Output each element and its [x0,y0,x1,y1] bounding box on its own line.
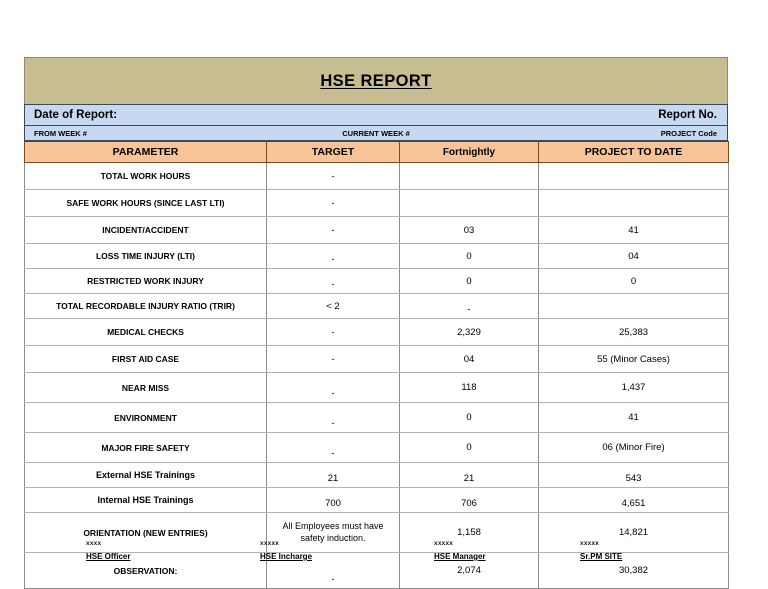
table-row [25,244,729,269]
signature-hse-manager [434,540,486,561]
signature-role-label: HSE Incharge [260,552,313,561]
signature-sr-pm-site [580,540,622,561]
signature-role-label: HSE Officer [86,552,131,561]
cell-project-to-date [539,163,729,190]
cell-fortnightly: 0 [400,433,539,463]
table-row [25,319,729,346]
cell-target: - [267,346,400,373]
table-row [25,346,729,373]
current-week-label: CURRENT WEEK # [342,128,410,138]
signature-role-label: HSE Manager [434,552,486,561]
cell-parameter: TOTAL RECORDABLE INJURY RATIO (TRIR) [25,294,267,319]
project-code-label: PROJECT Code [660,128,717,138]
cell-parameter: External HSE Trainings [25,463,267,488]
cell-project-to-date: 41 [539,403,729,433]
cell-project-to-date: 25,383 [539,319,729,346]
cell-project-to-date [539,294,729,319]
cell-project-to-date: 1,437 [539,373,729,403]
cell-target: - [267,244,400,269]
cell-parameter: OBSERVATION: [25,553,267,589]
table-row [25,269,729,294]
table-row [25,463,729,488]
cell-parameter: RESTRICTED WORK INJURY [25,269,267,294]
cell-parameter: MEDICAL CHECKS [25,319,267,346]
cell-project-to-date: 30,382 [539,553,729,589]
cell-parameter: NEAR MISS [25,373,267,403]
from-week-label: FROM WEEK # [34,128,87,138]
meta-row-date [24,104,728,125]
meta-row-week [24,125,728,141]
table-header-row [25,142,729,163]
cell-fortnightly: 0 [400,244,539,269]
cell-target: - [267,373,400,403]
column-header-target: TARGET [267,142,400,163]
table-row [25,488,729,513]
cell-fortnightly: 03 [400,217,539,244]
cell-fortnightly: 04 [400,346,539,373]
report-no-label: Report No. [658,109,717,121]
signature-placeholder: xxxxx [580,540,600,547]
cell-project-to-date: 4,651 [539,488,729,513]
cell-target: 21 [267,463,400,488]
cell-target: - [267,163,400,190]
cell-fortnightly: 0 [400,403,539,433]
cell-fortnightly: 21 [400,463,539,488]
cell-fortnightly: 0 [400,269,539,294]
cell-fortnightly: 118 [400,373,539,403]
cell-parameter: LOSS TIME INJURY (LTI) [25,244,267,269]
cell-target: - [267,553,400,589]
column-header-project-to-date: PROJECT TO DATE [539,142,729,163]
table-row [25,163,729,190]
cell-target: All Employees must have safety induction. [267,513,400,553]
table-row [25,190,729,217]
cell-fortnightly [400,163,539,190]
cell-target: - [267,269,400,294]
cell-parameter: Internal HSE Trainings [25,488,267,513]
table-row [25,433,729,463]
signature-block [24,540,728,576]
cell-project-to-date: 543 [539,463,729,488]
hse-metrics-table [24,141,729,589]
report-title-band [24,57,728,104]
cell-fortnightly: 2,329 [400,319,539,346]
page-title: HSE REPORT [320,71,432,90]
cell-fortnightly: 1,158 [400,513,539,553]
table-row [25,373,729,403]
cell-fortnightly: - [400,294,539,319]
table-row [25,403,729,433]
cell-target: - [267,217,400,244]
cell-parameter: ENVIRONMENT [25,403,267,433]
cell-parameter: ORIENTATION (NEW ENTRIES) [25,513,267,553]
cell-target: < 2 [267,294,400,319]
cell-project-to-date: 41 [539,217,729,244]
hse-report-sheet [24,57,728,589]
cell-parameter: FIRST AID CASE [25,346,267,373]
cell-parameter: MAJOR FIRE SAFETY [25,433,267,463]
signature-hse-incharge [260,540,312,561]
signature-hse-officer [86,540,130,561]
cell-parameter: INCIDENT/ACCIDENT [25,217,267,244]
cell-target: - [267,190,400,217]
cell-fortnightly [400,190,539,217]
cell-parameter: TOTAL WORK HOURS [25,163,267,190]
date-of-report-label: Date of Report: [34,109,118,121]
column-header-fortnightly: Fortnightly [400,142,539,163]
cell-fortnightly: 706 [400,488,539,513]
signature-role-label: Sr.PM SITE [580,552,623,561]
cell-target: - [267,403,400,433]
cell-project-to-date [539,190,729,217]
cell-project-to-date: 14,821 [539,513,729,553]
signature-placeholder: xxxxx [434,540,454,547]
table-row [25,217,729,244]
column-header-parameter: PARAMETER [25,142,267,163]
cell-parameter: SAFE WORK HOURS (SINCE LAST LTI) [25,190,267,217]
cell-target: 700 [267,488,400,513]
signature-placeholder: xxxx [86,540,102,547]
cell-project-to-date: 0 [539,269,729,294]
signature-placeholder: xxxxx [260,540,280,547]
cell-project-to-date: 55 (Minor Cases) [539,346,729,373]
cell-fortnightly: 2,074 [400,553,539,589]
cell-project-to-date: 06 (Minor Fire) [539,433,729,463]
cell-project-to-date: 04 [539,244,729,269]
table-row [25,294,729,319]
cell-target: - [267,319,400,346]
cell-target: - [267,433,400,463]
